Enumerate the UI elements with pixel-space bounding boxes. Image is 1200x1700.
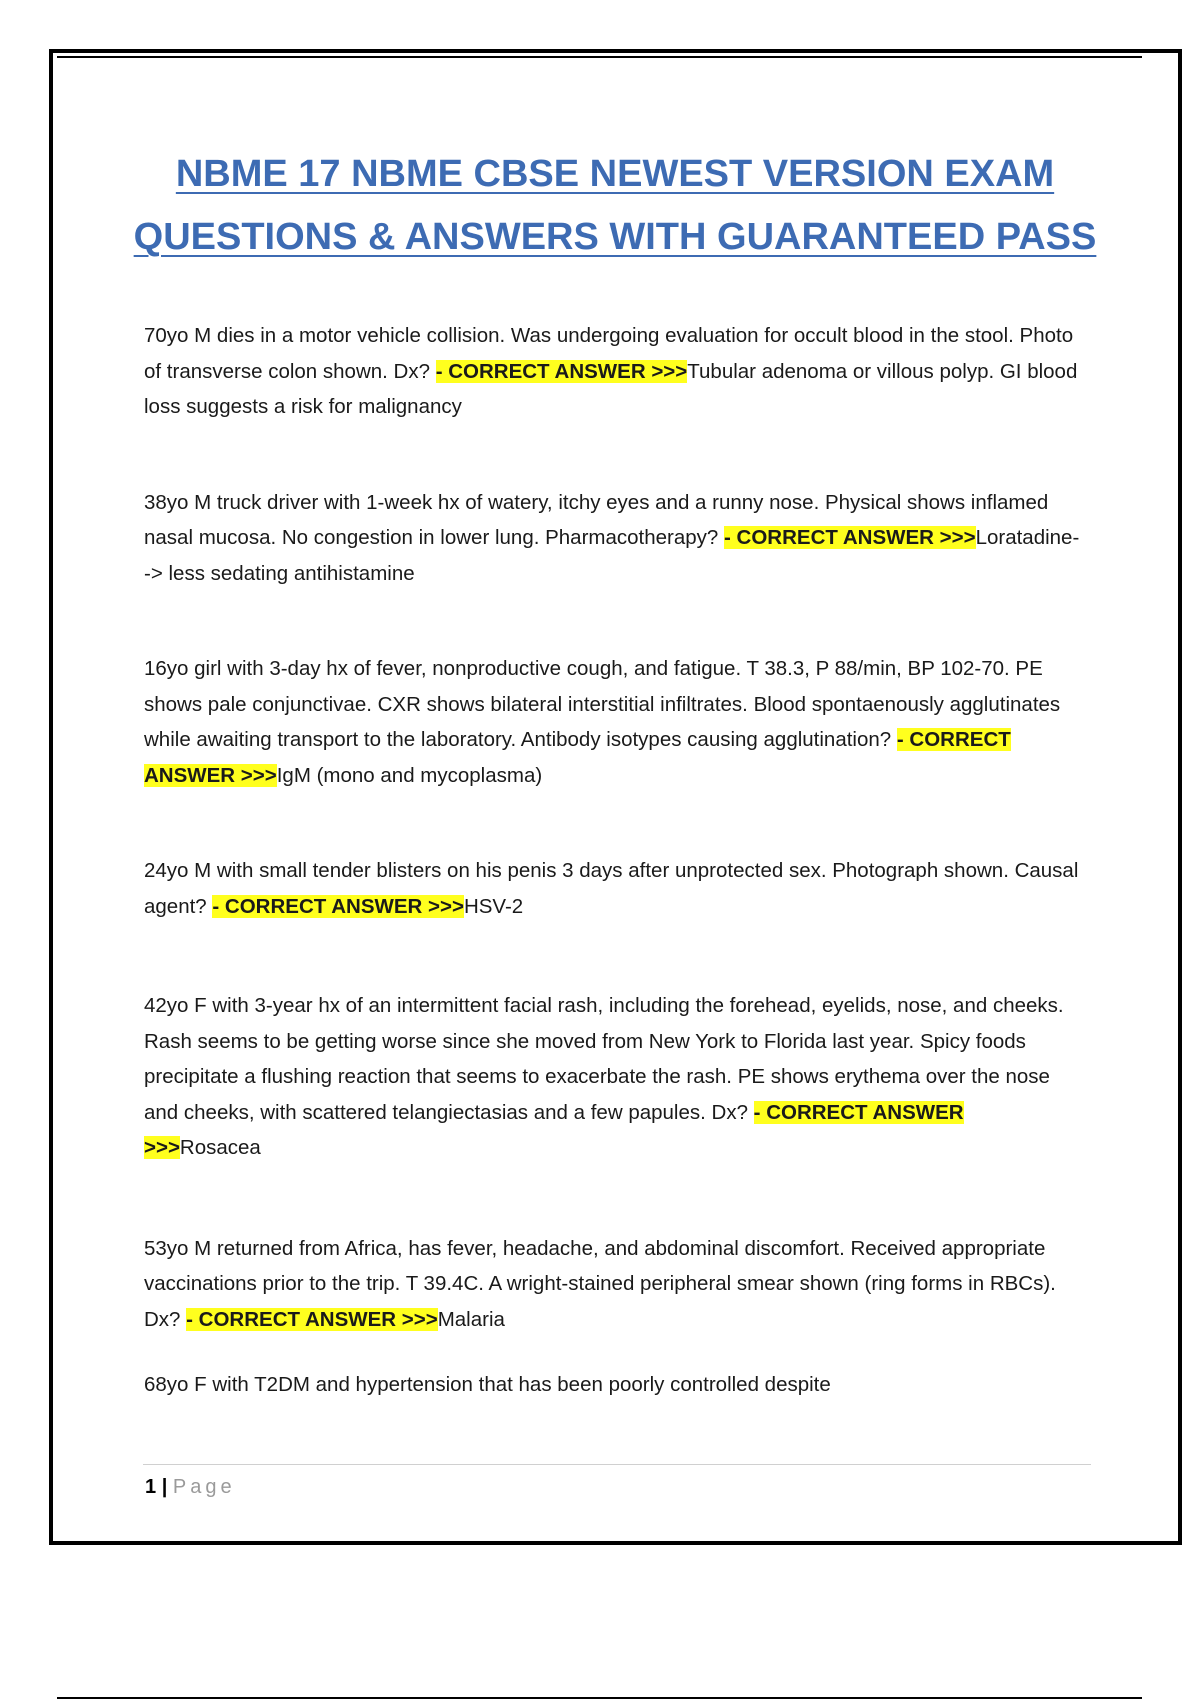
answer-text: Rosacea xyxy=(179,1136,261,1159)
title-line-2: QUESTIONS & ANSWERS WITH GUARANTEED PASS xyxy=(133,216,1097,258)
qa-item xyxy=(144,988,1084,1166)
question-text: 68yo F with T2DM and hypertension that has been poorly controlled despite xyxy=(144,1373,831,1396)
question-text: 24yo M with small tender blisters on his penis 3 days after unprotected sex. Photograph shown. Causal agent? xyxy=(144,859,1079,918)
correct-answer-marker: - CORRECT ANSWER >>> xyxy=(186,1307,438,1331)
answer-text: IgM (mono and mycoplasma) xyxy=(276,763,543,787)
question-text: 42yo F with 3-year hx of an intermittent facial rash, including the forehead, eyelids, nose, and cheeks. Rash seems to be getting worse since she moved from New York to Florida last year. Spicy foods precipitate a flushing reaction that seems to exacerbate the rash. PE shows erythema over the nose and cheeks, with scattered telangiectasias and a few papules. Dx? xyxy=(144,994,1064,1124)
qa-item xyxy=(144,318,1084,425)
correct-answer-marker: - CORRECT ANSWER >>> xyxy=(212,894,464,918)
title-line-1: NBME 17 NBME CBSE NEWEST VERSION EXAM xyxy=(175,153,1055,195)
page-footer xyxy=(145,1474,236,1500)
question-text: 70yo M dies in a motor vehicle collision. Was undergoing evaluation for occult blood in the stool. Photo of transverse colon shown. Dx? xyxy=(144,324,1074,383)
bottom-rule xyxy=(57,1697,1142,1699)
answer-text: HSV-2 xyxy=(463,894,524,918)
top-rule xyxy=(57,56,1142,58)
correct-answer-marker: - CORRECT ANSWER >>> xyxy=(144,1100,964,1159)
qa-item xyxy=(144,853,1084,924)
qa-item xyxy=(144,485,1084,592)
answer-text: Malaria xyxy=(437,1307,505,1331)
page-number: 1 xyxy=(145,1476,157,1498)
qa-content xyxy=(144,318,1084,1403)
qa-item-continued xyxy=(144,1367,1084,1403)
footer-separator: | xyxy=(161,1476,168,1498)
question-text: 38yo M truck driver with 1-week hx of watery, itchy eyes and a runny nose. Physical shows inflamed nasal mucosa. No congestion in lower lung. Pharmacotherapy? xyxy=(144,490,1049,549)
page-label: Page xyxy=(172,1476,236,1498)
qa-item xyxy=(144,1231,1084,1338)
answer-text: Tubular adenoma or villous polyp. GI blood loss suggests a risk for malignancy xyxy=(144,359,1078,418)
question-text: 16yo girl with 3-day hx of fever, nonproductive cough, and fatigue. T 38.3, P 88/min, BP 102-70. PE shows pale conjunctivae. CXR shows bilateral interstitial infiltrates. Blood spontaenously agglutinates while awaiting transport to the laboratory. Antibody isotypes causing agglutination? xyxy=(144,657,1061,751)
correct-answer-marker: - CORRECT ANSWER >>> xyxy=(435,359,688,383)
document-title xyxy=(100,143,1130,269)
correct-answer-marker: - CORRECT ANSWER >>> xyxy=(144,728,1011,787)
qa-item xyxy=(144,651,1084,793)
correct-answer-marker: - CORRECT ANSWER >>> xyxy=(724,526,976,549)
answer-text: Loratadine--> less sedating antihistamine xyxy=(144,526,1080,585)
question-text: 53yo M returned from Africa, has fever, headache, and abdominal discomfort. Received appropriate vaccinations prior to the trip. T 39.4C. A wright-stained peripheral smear shown (ring forms in RBCs). Dx? xyxy=(144,1236,1056,1331)
footer-rule xyxy=(143,1464,1091,1465)
